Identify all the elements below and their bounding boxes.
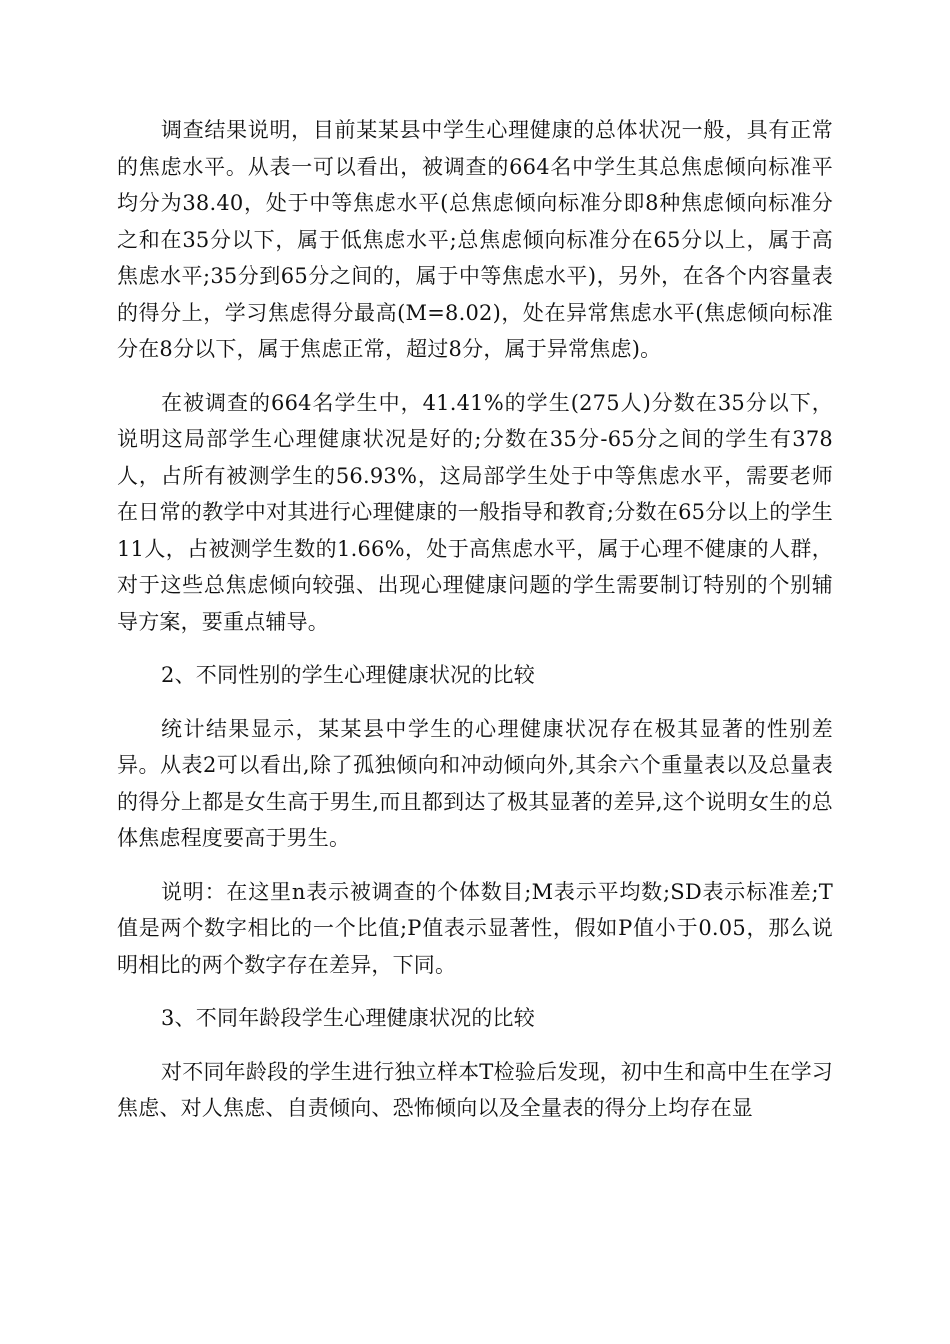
paragraph-gender-results: 统计结果显示，某某县中学生的心理健康状况存在极其显著的性别差异。从表2可以看出,除了孤独倾向和冲动倾向外,其余六个重量表以及总量表的得分上都是女生高于男生,而且都到达了极其显著的差异,这个说明女生的总体焦虑程度要高于男生。 xyxy=(117,716,833,850)
paragraph-age-results: 对不同年龄段的学生进行独立样本T检验后发现，初中生和高中生在学习焦虑、对人焦虑、自责倾向、恐怖倾向以及全量表的得分上均存在显 xyxy=(117,1059,833,1120)
section-heading-gender: 2、不同性别的学生心理健康状况的比较 xyxy=(161,663,535,687)
document-page xyxy=(117,112,833,1144)
paragraph-notation-note: 说明：在这里n表示被调查的个体数目;M表示平均数;SD表示标准差;T值是两个数字相比的一个比值;P值表示显著性，假如P值小于0.05，那么说明相比的两个数字存在差异，下同。 xyxy=(117,879,833,977)
paragraph-results-summary: 调查结果说明，目前某某县中学生心理健康的总体状况一般，具有正常的焦虑水平。从表一可以看出，被调查的664名中学生其总焦虑倾向标准平均分为38.40，处于中等焦虑水平(总焦虑倾向标准分即8种焦虑倾向标准分之和在35分以下，属于低焦虑水平;总焦虑倾向标准分在65分以上，属于高焦虑水平;35分到65分之间的，属于中等焦虑水平)，另外，在各个内容量表的得分上，学习焦虑得分最高(M=8.02)，处在异常焦虑水平(焦虑倾向标准分在8分以下，属于焦虑正常，超过8分，属于异常焦虑)。 xyxy=(117,118,833,361)
section-heading-age: 3、不同年龄段学生心理健康状况的比较 xyxy=(161,1006,535,1030)
paragraph-score-distribution: 在被调查的664名学生中，41.41%的学生(275人)分数在35分以下，说明这局部学生心理健康状况是好的;分数在35分-65分之间的学生有378人，占所有被测学生的56.93%，这局部学生处于中等焦虑水平，需要老师在日常的教学中对其进行心理健康的一般指导和教育;分数在65分以上的学生11人，占被测学生数的1.66%，处于高焦虑水平，属于心理不健康的人群，对于这些总焦虑倾向较强、出现心理健康问题的学生需要制订特别的个别辅导方案，要重点辅导。 xyxy=(117,390,833,634)
